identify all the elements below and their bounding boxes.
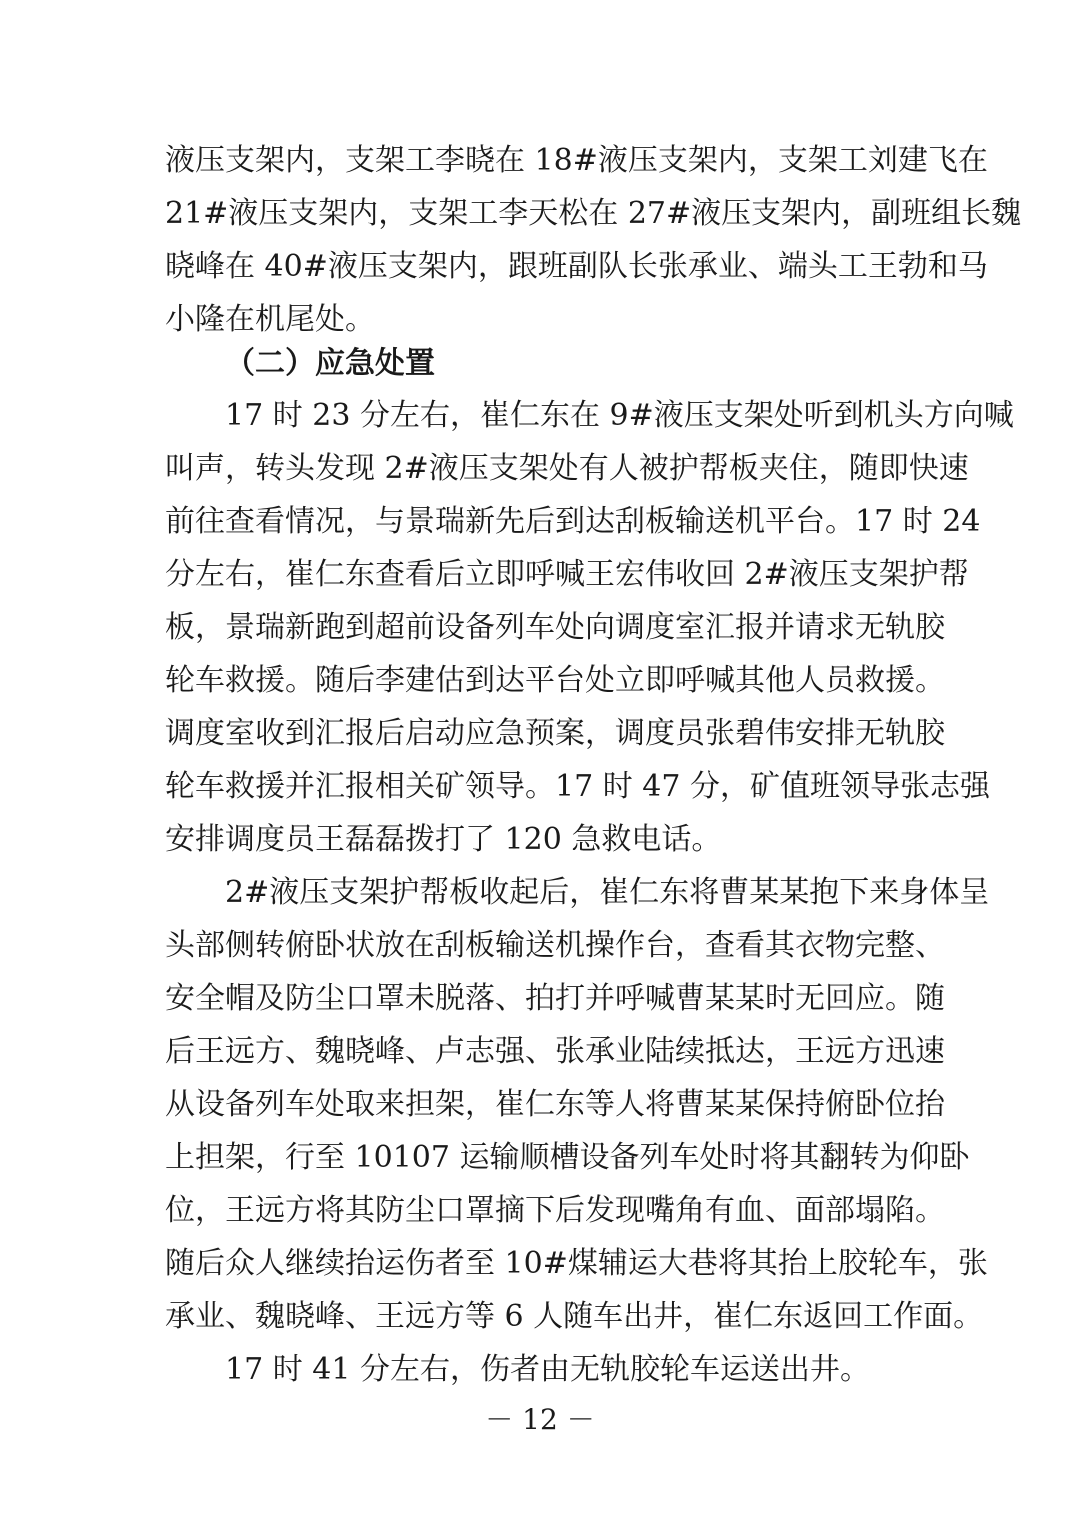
text-line: 17 时 41 分左右，伤者由无轨胶轮车运送出井。 <box>225 1352 870 1387</box>
text-line: 后王远方、魏晓峰、卢志强、张承业陆续抵达，王远方迅速 <box>165 1034 945 1069</box>
text-line: 前往查看情况，与景瑞新先后到达刮板输送机平台。17 时 24 <box>165 504 981 539</box>
text-line: 液压支架内，支架工李晓在 18#液压支架内，支架工刘建飞在 <box>165 143 988 178</box>
text-line: 轮车救援。随后李建估到达平台处立即呼喊其他人员救援。 <box>165 663 945 698</box>
section-heading: （二）应急处置 <box>225 346 435 381</box>
text-line: 从设备列车处取来担架，崔仁东等人将曹某某保持俯卧位抬 <box>165 1087 945 1122</box>
text-line: 轮车救援并汇报相关矿领导。17 时 47 分，矿值班领导张志强 <box>165 769 990 804</box>
text-line: 随后众人继续抬运伤者至 10#煤辅运大巷将其抬上胶轮车，张 <box>165 1246 988 1281</box>
text-line: 头部侧转俯卧状放在刮板输送机操作台，查看其衣物完整、 <box>165 928 945 963</box>
text-line: 调度室收到汇报后启动应急预案，调度员张碧伟安排无轨胶 <box>165 716 945 751</box>
text-line: 17 时 23 分左右，崔仁东在 9#液压支架处听到机头方向喊 <box>225 398 1014 433</box>
text-line: 分左右，崔仁东查看后立即呼喊王宏伟收回 2#液压支架护帮 <box>165 557 969 592</box>
text-line: 位，王远方将其防尘口罩摘下后发现嘴角有血、面部塌陷。 <box>165 1193 945 1228</box>
text-line: 上担架，行至 10107 运输顺槽设备列车处时将其翻转为仰卧 <box>165 1140 970 1175</box>
text-line: 小隆在机尾处。 <box>165 302 375 337</box>
text-line: 叫声，转头发现 2#液压支架处有人被护帮板夹住，随即快速 <box>165 451 969 486</box>
text-line: 2#液压支架护帮板收起后，崔仁东将曹某某抱下来身体呈 <box>225 875 990 910</box>
text-line: 承业、魏晓峰、王远方等 6 人随车出井，崔仁东返回工作面。 <box>165 1299 984 1334</box>
text-line: 板，景瑞新跑到超前设备列车处向调度室汇报并请求无轨胶 <box>165 610 945 645</box>
text-line: 21#液压支架内，支架工李天松在 27#液压支架内，副班组长魏 <box>165 196 1022 231</box>
text-line: 安排调度员王磊磊拨打了 120 急救电话。 <box>165 822 722 857</box>
page-number: － 12 － <box>485 1403 595 1436</box>
text-line: 安全帽及防尘口罩未脱落、拍打并呼喊曹某某时无回应。随 <box>165 981 945 1016</box>
text-line: 晓峰在 40#液压支架内，跟班副队长张承业、端头工王勃和马 <box>165 249 988 284</box>
